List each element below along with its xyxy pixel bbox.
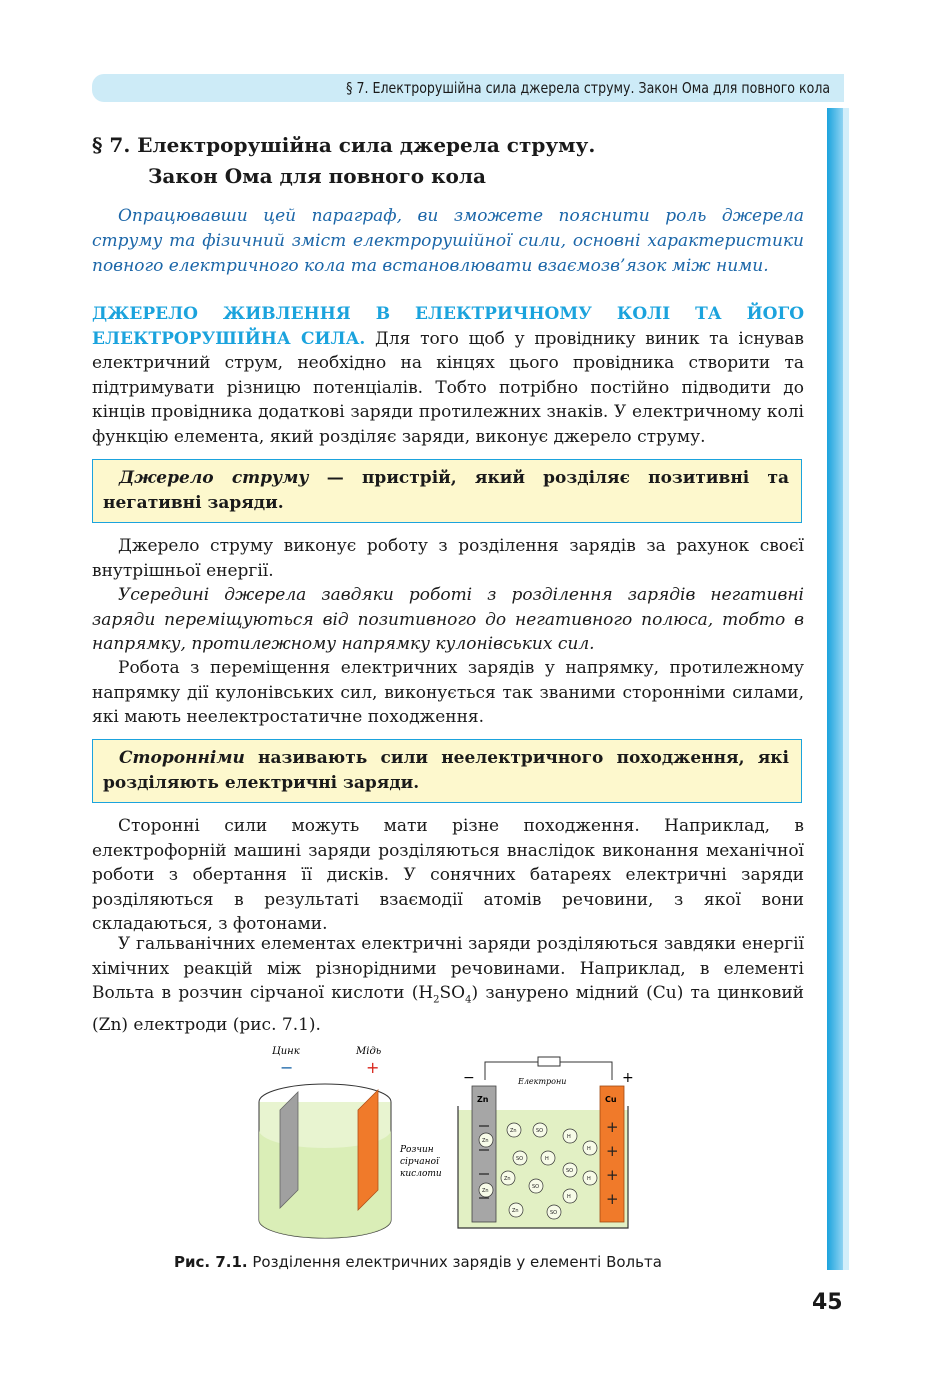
svg-text:SO: SO	[550, 1210, 558, 1216]
svg-text:+: +	[606, 1190, 619, 1208]
paragraph-6-a: У гальванічних елементах електричні заряди розділяються завдяки енергії хімічних реакцій між різнорідними речовинами. Наприклад, в елементі Вольта в розчин сірчаної кислоти (H	[92, 934, 804, 1003]
figure-caption	[174, 1253, 662, 1271]
definition-box-source	[92, 459, 802, 523]
paragraph-5: Сторонні сили можуть мати різне походження. Наприклад, в електрофорній машині заряди розділяються внаслідок виконання механічної роботи з обертання її дисків. У сонячних батареях електричні заряди розділяються в результаті взаємодії атомів речовини, з якої вони складаються, з фотонами.	[92, 816, 804, 934]
svg-text:SO: SO	[536, 1128, 544, 1134]
caption-text: Розділення електричних зарядів у елементі Вольта	[247, 1253, 662, 1271]
definition-box-external-forces	[92, 739, 802, 803]
electrons-label: Електрони	[518, 1077, 567, 1086]
page-title	[92, 130, 595, 192]
svg-text:SO: SO	[566, 1168, 574, 1174]
svg-text:Zn: Zn	[512, 1208, 519, 1214]
svg-text:+: +	[606, 1118, 619, 1136]
definition-text-external: називають сили неелектричного походження, які розділяють електричні заряди.	[103, 748, 789, 793]
svg-text:Zn: Zn	[482, 1138, 489, 1144]
side-accent-fade	[843, 108, 849, 1270]
svg-text:Zn: Zn	[482, 1188, 489, 1194]
title-line-2: Закон Ома для повного кола	[148, 164, 486, 188]
title-line-1: § 7. Електрорушійна сила джерела струму.	[92, 133, 596, 157]
zn-electrode-label: Zn	[477, 1095, 489, 1104]
plus-sign-left: +	[366, 1058, 380, 1077]
cylinder-illustration	[259, 1046, 442, 1238]
subscript-4: 4	[465, 994, 472, 1006]
paragraph-6-c: ) занурено мідний (Cu) та цинковий (Zn) електроди (рис. 7.1).	[92, 983, 804, 1035]
definition-term-source: Джерело струму	[119, 468, 309, 488]
section-1-paragraph	[92, 302, 804, 449]
paragraph-6-b: SO	[439, 983, 466, 1003]
solution-label-2: сірчаної	[400, 1157, 439, 1167]
copper-plate	[358, 1090, 378, 1210]
svg-text:H: H	[587, 1146, 591, 1152]
paragraph-3: Усередині джерела завдяки роботі з розділення зарядів негативні заряди переміщуються від позитивного до негативного полюса, тобто в напрямку, протилежному напрямку кулонівських сил.	[92, 585, 804, 654]
copper-label: Мідь	[356, 1046, 382, 1057]
svg-text:H: H	[567, 1134, 571, 1140]
side-accent-bar	[827, 108, 843, 1270]
svg-text:H: H	[545, 1156, 549, 1162]
intro-paragraph: Опрацювавши цей параграф, ви зможете пояснити роль джерела струму та фізичний зміст електрорушійної сили, основні характеристики повного електричного кола та встановлювати взаємозв’язок між ними.	[92, 206, 804, 276]
definition-text-source: — пристрій, який розділяє позитивні та негативні заряди.	[103, 468, 789, 513]
zinc-plate	[280, 1092, 298, 1208]
running-head	[92, 74, 844, 102]
paragraph-6	[92, 932, 804, 1037]
cell-schematic	[458, 1057, 634, 1228]
caption-number: Рис. 7.1.	[174, 1253, 248, 1271]
paragraph-4: Робота з переміщення електричних зарядів у напрямку, протилежному напрямку дії кулонівських сил, виконується так званими сторонніми силами, які мають неелектростатичне походження.	[92, 658, 804, 727]
solution-label-3: кислоти	[400, 1169, 442, 1179]
section-1-heading: ДЖЕРЕЛО ЖИВЛЕННЯ В ЕЛЕКТРИЧНОМУ КОЛІ ТА ЙОГО ЕЛЕКТРОРУШІЙНА СИЛА.	[92, 304, 804, 349]
svg-text:SO: SO	[532, 1184, 540, 1190]
volta-cell-figure	[250, 1040, 650, 1240]
svg-text:+: +	[606, 1166, 619, 1184]
section-1-text: Для того щоб у провіднику виник та існував електричний струм, необхідно на кінцях цього провідника створити та підтримувати різницю потенціалів. Тобто потрібно постійно підводити до кінців провідника додаткові заряди протилежних знаків. У електричному колі функцію елемента, який розділяє заряди, виконує джерело струму.	[92, 328, 804, 447]
resistor	[538, 1057, 560, 1066]
svg-text:Zn: Zn	[510, 1128, 517, 1134]
svg-text:Zn: Zn	[504, 1176, 511, 1182]
svg-text:SO: SO	[516, 1156, 524, 1162]
plus-sign-right: +	[622, 1070, 634, 1086]
subscript-2: 2	[433, 994, 440, 1006]
zinc-label: Цинк	[272, 1046, 300, 1057]
running-head-text: § 7. Електрорушійна сила джерела струму. Закон Ома для повного кола	[346, 79, 830, 97]
svg-text:+: +	[606, 1142, 619, 1160]
definition-term-external: Сторонніми	[119, 748, 245, 768]
minus-sign-left: −	[280, 1058, 294, 1077]
svg-text:H: H	[567, 1194, 571, 1200]
minus-sign-right: −	[463, 1070, 475, 1086]
page-number: 45	[812, 1290, 843, 1315]
paragraph-2: Джерело струму виконує роботу з розділення зарядів за рахунок своєї внутрішньої енергії.	[92, 536, 804, 581]
solution-label-1: Розчин	[400, 1145, 434, 1155]
cu-electrode-label: Cu	[605, 1095, 617, 1104]
svg-text:H: H	[587, 1176, 591, 1182]
zn-electrode	[472, 1086, 496, 1222]
